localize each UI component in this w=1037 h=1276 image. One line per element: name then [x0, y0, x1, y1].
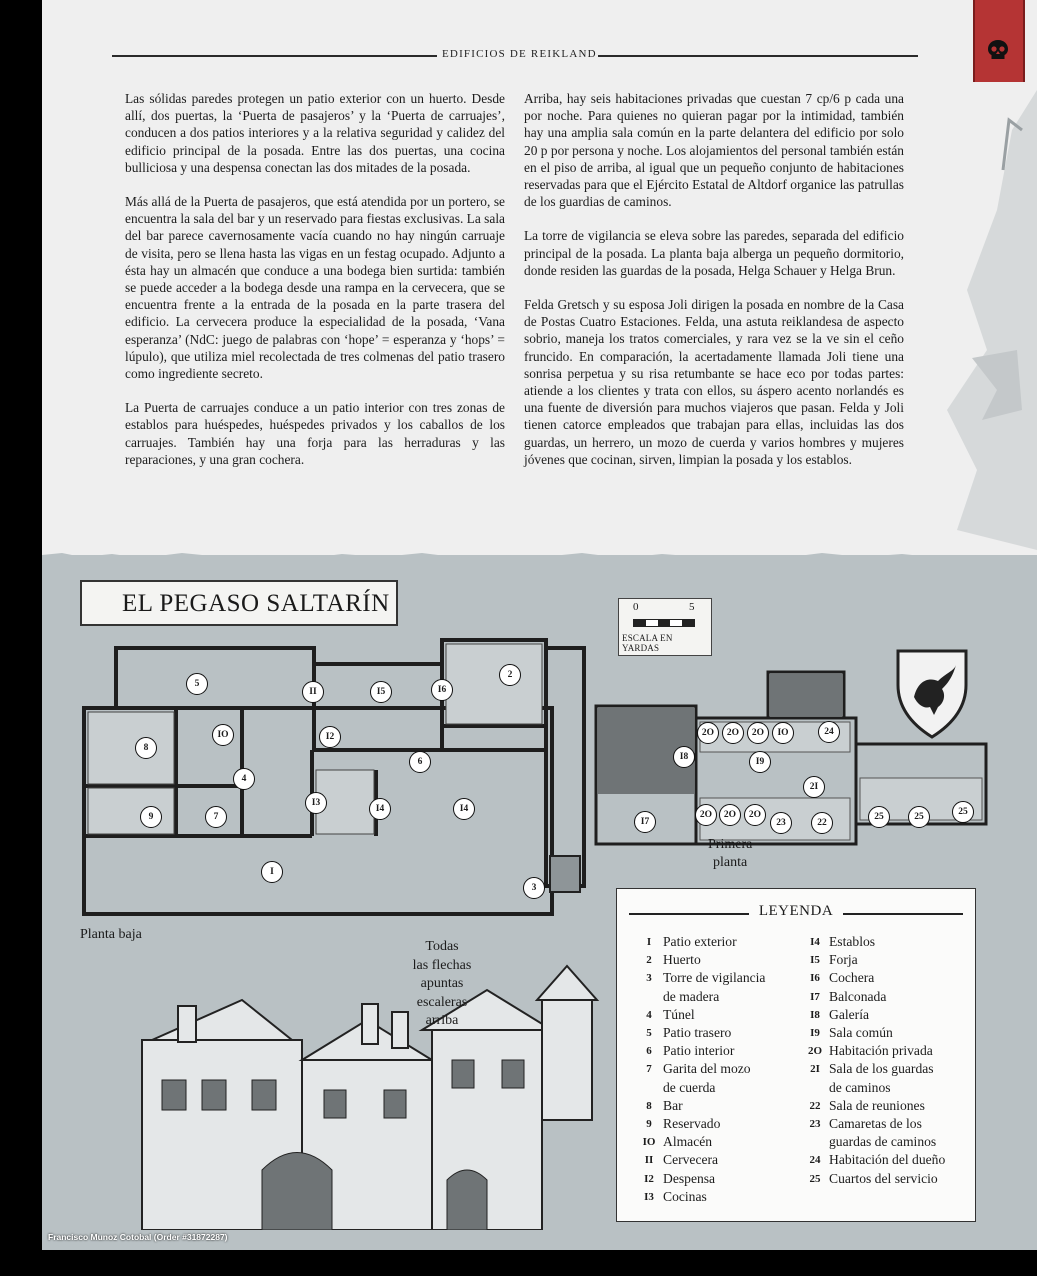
- map-marker: IO: [212, 724, 234, 746]
- legend-text: Túnel: [663, 1006, 695, 1022]
- map-marker: I9: [749, 751, 771, 773]
- legend-item: [635, 1170, 805, 1188]
- legend-item: [635, 951, 805, 969]
- ground-floor-label: Planta baja: [80, 927, 142, 942]
- legend-number: 3: [646, 972, 652, 985]
- legend-item: [801, 1097, 971, 1115]
- pegasus-shield-icon: [894, 645, 970, 741]
- gargoyle-ornament: [927, 90, 1037, 550]
- map-marker: 7: [205, 806, 227, 828]
- legend-item: [635, 1006, 805, 1024]
- scale-five: 5: [689, 601, 695, 613]
- legend-text: Galería: [829, 1006, 869, 1022]
- legend-column-right: [801, 933, 971, 1188]
- legend-text: Sala de reuniones: [829, 1097, 925, 1113]
- legend-text: Bar: [663, 1097, 683, 1113]
- legend-text: Habitación del dueño: [829, 1152, 946, 1168]
- book-page: [42, 0, 1037, 1250]
- legend-item: [635, 1188, 805, 1206]
- legend-item: [801, 1079, 971, 1097]
- legend-item: [801, 933, 971, 951]
- legend-number: 2: [646, 954, 652, 967]
- legend-text: de madera: [663, 988, 720, 1004]
- map-marker: 25: [908, 806, 930, 828]
- paragraph: Las sólidas paredes protegen un patio exterior con un huerto. Desde allí, dos puertas, la ‘Puerta de pasajeros’ y la ‘Puerta de carruajes’, conducen a dos patios interiores y a la relativa seguridad y calidez del edificio principal de la posada. Entre las dos puertas, una cocina bulliciosa y una despensa conectan las dos mitades de la posada.: [125, 91, 505, 175]
- map-marker: 5: [186, 673, 208, 695]
- map-marker: 25: [868, 806, 890, 828]
- map-marker: I7: [634, 811, 656, 833]
- map-marker: I6: [431, 679, 453, 701]
- map-marker: 6: [409, 751, 431, 773]
- map-marker: 2O: [695, 804, 717, 826]
- legend-number: I8: [810, 1008, 820, 1021]
- legend-text: Establos: [829, 934, 876, 949]
- legend-item: [635, 1042, 805, 1060]
- legend-item: [635, 1151, 805, 1169]
- map-marker: 25: [952, 801, 974, 823]
- legend-number: I3: [644, 1190, 654, 1203]
- map-title-box: [80, 580, 398, 626]
- legend-text: Sala común: [829, 1025, 893, 1041]
- scale-label: ESCALA EN YARDAS: [622, 633, 673, 653]
- map-marker: II: [302, 681, 324, 703]
- map-marker: 2O: [697, 722, 719, 744]
- legend-item: [635, 1024, 805, 1042]
- map-marker: 22: [811, 812, 833, 834]
- legend-text: Torre de vigilancia: [663, 970, 766, 986]
- legend-item: [635, 1079, 805, 1097]
- paragraph: Más allá de la Puerta de pasajeros, que está atendida por un portero, se encuentra la sala del bar y un reservado para fiestas exclusivas. La sala del bar parece cavernosamente vacía cuando no hay ningún carruaje de visita, pero se llena hasta las vigas en un festag ocupado. Adjunto a ésta hay un almacén que conduce a una bodega bien surtida: también se puede acceder a la bodega desde una rampa en la cervecera, que se encuentra frente a la entrada de la posada en la parte trasera del edificio. La cervecera produce la especialidad de la posada, ‘Vana esperanza’ (NdC: juego de palabras con ‘hope’ = esperanza y ‘hops’ = lúpulo), que utiliza miel recolectada de tres colmenas del patio trasero como ingrediente secreto.: [125, 194, 505, 382]
- map-marker: 9: [140, 806, 162, 828]
- legend-text: Patio exterior: [663, 934, 737, 949]
- legend-title: LEYENDA: [617, 903, 975, 920]
- order-credit: Francisco Munoz Cotobal (Order #31872287): [48, 1232, 228, 1242]
- legend-number: 22: [809, 1099, 821, 1112]
- map-title: EL PEGASO SALTARÍN: [122, 590, 390, 617]
- paragraph: La torre de vigilancia se eleva sobre las paredes, separada del edificio principal de la posada. La planta baja alberga un pequeño dormitorio, donde residen las guardas de la posada, Helga Schauer y Helga Brun.: [524, 228, 904, 278]
- legend-number: 24: [809, 1154, 821, 1167]
- legend-item: [635, 933, 805, 951]
- legend-number: [801, 1079, 829, 1097]
- torn-edge: [42, 545, 1037, 565]
- legend-item: [635, 1060, 805, 1078]
- map-marker: I: [261, 861, 283, 883]
- legend-text: Cochera: [829, 970, 875, 986]
- legend-item: [801, 1060, 971, 1078]
- legend-item: [801, 1151, 971, 1169]
- skull-icon: [985, 38, 1011, 64]
- first-floor-label: Primera planta: [708, 837, 753, 870]
- legend-item: [801, 969, 971, 987]
- legend-number: [635, 988, 663, 1006]
- header-rule-right: [598, 55, 918, 57]
- legend-number: 6: [646, 1045, 652, 1058]
- legend-text: Habitación privada: [829, 1043, 933, 1059]
- legend-number: I5: [810, 954, 820, 967]
- map-marker: 2O: [719, 804, 741, 826]
- arrows-note: Todas las flechas apuntas escaleras arriba: [412, 939, 472, 1028]
- inn-elevation-drawing: [92, 960, 612, 1230]
- legend-number: 25: [809, 1172, 821, 1185]
- legend-number: I6: [810, 972, 820, 985]
- map-marker: I5: [370, 681, 392, 703]
- legend-item: [635, 988, 805, 1006]
- map-marker: I4: [369, 798, 391, 820]
- legend-text: Almacén: [663, 1134, 713, 1150]
- legend-item: [801, 1115, 971, 1133]
- legend-item: [801, 1006, 971, 1024]
- legend-item: [635, 1115, 805, 1133]
- scale-bar-graphic: [633, 619, 695, 627]
- legend-text: de cuerda: [663, 1079, 716, 1095]
- legend-number: 23: [809, 1118, 821, 1131]
- legend-text: guardas de caminos: [829, 1134, 937, 1150]
- legend-text: Patio trasero: [663, 1025, 732, 1041]
- chapter-bookmark: [973, 0, 1025, 82]
- map-marker: I3: [305, 792, 327, 814]
- map-marker: I4: [453, 798, 475, 820]
- legend-text: Reservado: [663, 1116, 721, 1132]
- legend-text: Despensa: [663, 1170, 716, 1186]
- header-rule-left: [112, 55, 437, 57]
- legend-text: Cervecera: [663, 1152, 719, 1168]
- map-marker: 3: [523, 877, 545, 899]
- map-marker: 4: [233, 768, 255, 790]
- map-marker: I8: [673, 746, 695, 768]
- legend-number: 2O: [807, 1045, 823, 1058]
- text-column-right: [524, 90, 904, 485]
- legend-item: [635, 1097, 805, 1115]
- legend-number: I: [646, 936, 652, 948]
- map-marker: 23: [770, 812, 792, 834]
- map-marker: 24: [818, 721, 840, 743]
- scale-bar: [618, 598, 712, 656]
- paragraph: Felda Gretsch y su esposa Joli dirigen la posada en nombre de la Casa de Postas Cuatro Estaciones. Felda, una astuta reiklandesa de aspecto sobrio, maneja los tratos comerciales, y rara vez se la ve sin el ceño fruncido. En comparación, la acertadamente llamada Joli tiene una sonrisa perpetua y su risa retumbante se hace eco por todas partes: atiende a los clientes y trata con ellos, su áspero acento norlandés es una fuente de diversión para muchos viajeros que pasan. Felda y Joli tienen catorce empleados que trabajan para ellas, incluidas las dos guardas, un herrero, un mozo de cuerda y varios hombres y mujeres jóvenes que cocinan, sirven, limpian la posada y los establos.: [524, 297, 904, 467]
- legend-text: de caminos: [829, 1079, 891, 1095]
- legend-text: Patio interior: [663, 1043, 735, 1059]
- map-marker: 2O: [722, 722, 744, 744]
- legend-number: 2I: [810, 1063, 820, 1076]
- legend-number: I9: [810, 1027, 820, 1040]
- legend-text: Forja: [829, 952, 858, 968]
- legend-number: IO: [642, 1136, 656, 1149]
- legend-item: [801, 1024, 971, 1042]
- map-marker: IO: [772, 722, 794, 744]
- legend-item: [801, 1133, 971, 1151]
- legend-number: 4: [646, 1008, 652, 1021]
- map-marker: 8: [135, 737, 157, 759]
- map-legend: [616, 888, 976, 1222]
- legend-text: Camaretas de los: [829, 1116, 922, 1132]
- legend-number: I2: [644, 1172, 654, 1185]
- map-marker: 2: [499, 664, 521, 686]
- legend-item: [801, 951, 971, 969]
- legend-number: [801, 1133, 829, 1151]
- legend-item: [801, 988, 971, 1006]
- paragraph: Arriba, hay seis habitaciones privadas que cuestan 7 cp/6 p cada una por noche. Para quienes no quieran pagar por la intimidad, también hay una amplia sala común en la parte delantera del edificio por solo 20 p por persona y noche. Los alojamientos del personal también están en el piso de arriba, al igual que un pequeño conjunto de habitaciones reservadas para que el Ejército Estatal de Altdorf organice las patrullas de los guardias de caminos.: [524, 91, 904, 210]
- legend-number: [635, 1079, 663, 1097]
- legend-text: Sala de los guardas: [829, 1061, 934, 1077]
- legend-text: Huerto: [663, 952, 701, 968]
- legend-column-left: [635, 933, 805, 1206]
- legend-item: [635, 969, 805, 987]
- legend-number: II: [644, 1154, 654, 1167]
- legend-number: 5: [646, 1027, 652, 1040]
- legend-number: 8: [646, 1099, 652, 1112]
- running-head: EDIFICIOS DE REIKLAND: [442, 48, 597, 60]
- paragraph: La Puerta de carruajes conduce a un patio interior con tres zonas de establos para huéspedes, huéspedes privados y los caballos de los carruajes. También hay una forja para las herraduras y las reparaciones, y una gran cochera.: [125, 400, 505, 467]
- text-column-left: [125, 90, 505, 485]
- legend-item: [801, 1042, 971, 1060]
- legend-number: 7: [646, 1063, 652, 1076]
- legend-text: Cuartos del servicio: [829, 1170, 938, 1186]
- map-marker: 2O: [747, 722, 769, 744]
- legend-number: I7: [810, 990, 820, 1003]
- legend-text: Garita del mozo: [663, 1061, 751, 1077]
- legend-number: I4: [810, 936, 820, 948]
- map-marker: 2I: [803, 776, 825, 798]
- legend-text: Cocinas: [663, 1188, 707, 1204]
- map-marker: 2O: [744, 804, 766, 826]
- scale-zero: 0: [633, 601, 639, 613]
- legend-number: 9: [646, 1118, 652, 1131]
- legend-item: [635, 1133, 805, 1151]
- legend-item: [801, 1170, 971, 1188]
- map-marker: I2: [319, 726, 341, 748]
- legend-text: Balconada: [829, 988, 887, 1004]
